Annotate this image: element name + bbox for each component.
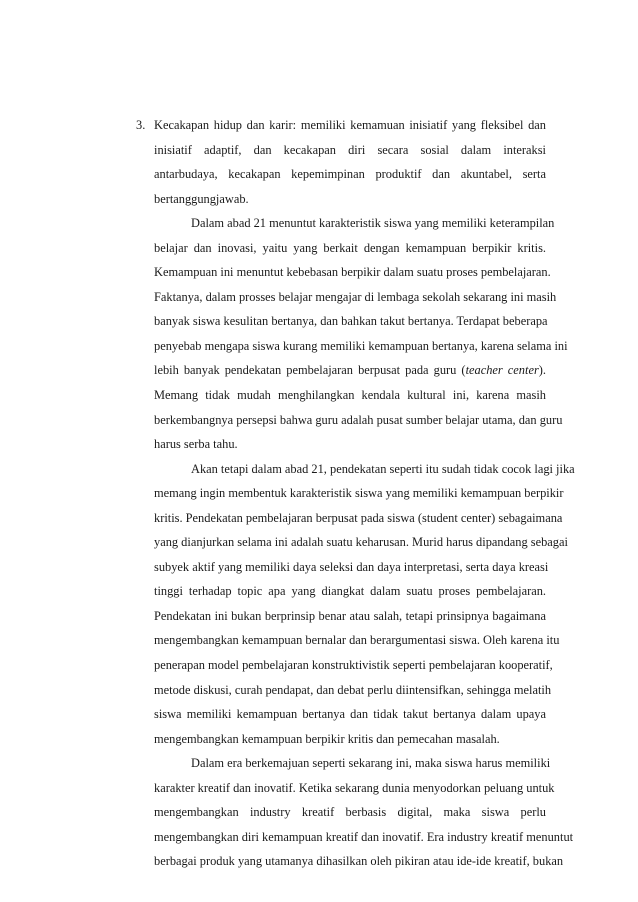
text-line: mengembangkan kemampuan berpikir kritis dan pemecahan masalah.: [154, 731, 500, 746]
text-line: Memang tidak mudah menghilangkan kendala kultural ini, karena masih: [154, 388, 546, 403]
text-line: tinggi terhadap topic apa yang diangkat dalam suatu proses pembelajaran.: [154, 584, 546, 599]
text-line: inisiatif adaptif, dan kecakapan diri secara sosial dalam interaksi: [154, 142, 546, 157]
italic-term: teacher center: [465, 363, 539, 378]
text-line: karakter kreatif dan inovatif. Ketika sekarang dunia menyodorkan peluang untuk: [154, 780, 555, 795]
text-line: berkembangnya persepsi bahwa guru adalah pusat sumber belajar utama, dan guru: [154, 412, 563, 427]
text-line: Kemampuan ini menuntut kebebasan berpikir dalam suatu proses pembelajaran.: [154, 265, 551, 280]
text-line: penerapan model pembelajaran konstruktivistik seperti pembelajaran kooperatif,: [154, 658, 553, 673]
text-line: Pendekatan ini bukan berprinsip benar atau salah, tetapi prinsipnya bagaimana: [154, 608, 546, 623]
text-line: kritis. Pendekatan pembelajaran berpusat pada siswa (student center) sebagaimana: [154, 510, 563, 525]
text-line: Dalam era berkemajuan seperti sekarang ini, maka siswa harus memiliki: [191, 756, 551, 771]
text-line: subyek aktif yang memiliki daya seleksi dan daya interpretasi, serta daya kreasi: [154, 559, 549, 574]
text-line: banyak siswa kesulitan bertanya, dan bahkan takut bertanya. Terdapat beberapa: [154, 314, 548, 329]
text-line: Kecakapan hidup dan karir: memiliki kemamuan inisiatif yang fleksibel dan: [154, 118, 546, 132]
text-line: belajar dan inovasi, yaitu yang berkait dengan kemampuan berpikir kritis.: [154, 240, 546, 255]
text-line-end: ).: [538, 363, 547, 378]
text-line: metode diskusi, curah pendapat, dan debat perlu diintensifkan, sehingga melatih: [154, 682, 552, 697]
paragraph-3: [117, 751, 574, 874]
text-line: mengembangkan industry kreatif berbasis digital, maka siswa perlu: [154, 805, 546, 820]
text-line: mengembangkan kemampuan bernalar dan berargumentasi siswa. Oleh karena itu: [154, 633, 560, 648]
text-line: yang dianjurkan selama ini adalah suatu keharusan. Murid harus dipandang sebagai: [154, 535, 568, 550]
text-line-start: lebih banyak pendekatan pembelajaran berpusat pada guru (: [154, 363, 466, 378]
text-line: harus serba tahu.: [154, 437, 238, 452]
text-line: bertanggungjawab.: [154, 191, 249, 206]
text-line: siswa memiliki kemampuan bertanya dan tidak takut bertanya dalam upaya: [154, 707, 546, 722]
text-line: berbagai produk yang utamanya dihasilkan oleh pikiran atau ide-ide kreatif, bukan: [154, 854, 564, 869]
paragraph-2: [117, 457, 575, 752]
text-line: Faktanya, dalam prosses belajar mengajar di lembaga sekolah sekarang ini masih: [154, 289, 557, 304]
text-line: penyebab mengapa siswa kurang memiliki kemampuan bertanya, karena selama ini: [154, 338, 568, 353]
text-line: mengembangkan diri kemampuan kreatif dan inovatif. Era industry kreatif menuntut: [154, 829, 574, 844]
text-line: Dalam abad 21 menuntut karakteristik siswa yang memiliki keterampilan: [191, 216, 555, 231]
text-line: Akan tetapi dalam abad 21, pendekatan seperti itu sudah tidak cocok lagi jika: [191, 461, 575, 476]
text-line: memang ingin membentuk karakteristik siswa yang memiliki kemampuan berpikir: [154, 486, 564, 501]
body-text: [117, 113, 575, 874]
paragraph-1: [117, 211, 568, 456]
list-item-3: [117, 113, 546, 211]
text-line: antarbudaya, kecakapan kepemimpinan produktif dan akuntabel, serta: [154, 167, 546, 182]
text-line: [117, 358, 546, 383]
list-marker: 3.: [136, 118, 146, 132]
